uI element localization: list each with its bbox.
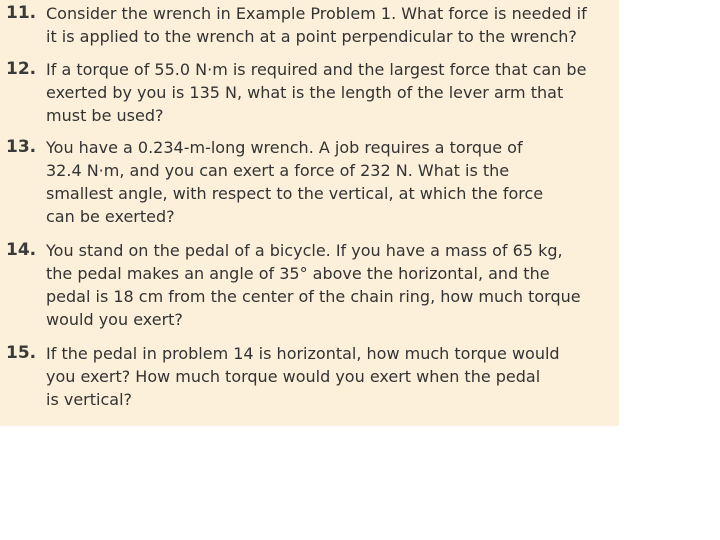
problem-number: 11.	[6, 3, 37, 23]
problem-number: 13.	[6, 137, 37, 157]
problem-number: 15.	[6, 343, 37, 363]
problem-number: 12.	[6, 59, 37, 79]
problem-text-line: must be used?	[46, 106, 164, 125]
problem-text-line: you exert? How much torque would you exert when the pedal	[46, 367, 541, 386]
problem-text-line: You stand on the pedal of a bicycle. If you have a mass of 65 kg,	[46, 241, 563, 260]
problem-text-line: is vertical?	[46, 390, 133, 409]
problem-text-line: You have a 0.234-m-long wrench. A job requires a torque of	[46, 138, 523, 157]
problem-text-line: can be exerted?	[46, 207, 175, 226]
problem-text-line: pedal is 18 cm from the center of the chain ring, how much torque	[46, 287, 581, 306]
problem-number: 14.	[6, 240, 37, 260]
problem-text-line: If the pedal in problem 14 is horizontal, how much torque would	[46, 344, 560, 363]
problem-text-line: exerted by you is 135 N, what is the length of the lever arm that	[46, 83, 564, 102]
problem-text-line: it is applied to the wrench at a point perpendicular to the wrench?	[46, 27, 577, 46]
problem-text-line: 32.4 N·m, and you can exert a force of 232 N. What is the	[46, 161, 510, 180]
problem-text-line: Consider the wrench in Example Problem 1. What force is needed if	[46, 4, 587, 23]
problem-text-line: If a torque of 55.0 N·m is required and the largest force that can be	[46, 60, 587, 79]
problem-text-line: would you exert?	[46, 310, 183, 329]
problem-text-line: the pedal makes an angle of 35° above the horizontal, and the	[46, 264, 550, 283]
problem-text-line: smallest angle, with respect to the vertical, at which the force	[46, 184, 544, 203]
